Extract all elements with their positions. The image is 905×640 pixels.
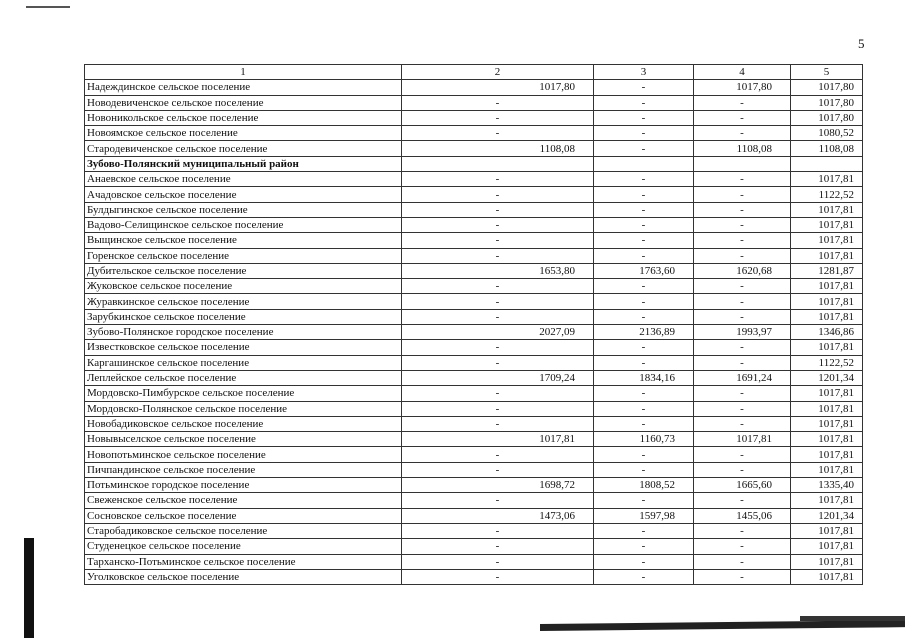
table-row <box>85 462 863 477</box>
cell-c3: - <box>594 172 694 187</box>
cell-c2: - <box>402 401 594 416</box>
cell-c5: 1017,81 <box>791 569 863 584</box>
table-row <box>85 279 863 294</box>
cell-c5: 1017,81 <box>791 279 863 294</box>
table-row <box>85 95 863 110</box>
cell-c4: - <box>694 462 791 477</box>
cell-c5: 1201,34 <box>791 370 863 385</box>
cell-c3: - <box>594 340 694 355</box>
cell-c5: 1017,81 <box>791 202 863 217</box>
cell-c3: - <box>594 233 694 248</box>
cell-c3: - <box>594 416 694 431</box>
cell-c3: 1834,16 <box>594 370 694 385</box>
cell-c4: - <box>694 126 791 141</box>
table-row <box>85 309 863 324</box>
cell-c2: 1709,24 <box>402 370 594 385</box>
cell-c2: - <box>402 110 594 125</box>
cell-c4: - <box>694 386 791 401</box>
cell-c4: - <box>694 309 791 324</box>
table-row <box>85 80 863 95</box>
cell-c5: 1017,81 <box>791 432 863 447</box>
cell-settlement-name: Потьминское городское поселение <box>85 478 402 493</box>
cell-c2 <box>402 156 594 171</box>
cell-c4: - <box>694 340 791 355</box>
cell-c4: - <box>694 539 791 554</box>
scan-artifact-bottom-bar <box>540 620 905 631</box>
cell-settlement-name: Леплейское сельское поселение <box>85 370 402 385</box>
cell-c4: 1620,68 <box>694 263 791 278</box>
cell-c2: - <box>402 95 594 110</box>
cell-c4: - <box>694 355 791 370</box>
cell-c4: - <box>694 248 791 263</box>
cell-settlement-name: Уголковское сельское поселение <box>85 569 402 584</box>
district-header-row <box>85 156 863 171</box>
cell-c3: - <box>594 569 694 584</box>
cell-settlement-name: Каргашинское сельское поселение <box>85 355 402 370</box>
cell-c2: - <box>402 187 594 202</box>
table-row <box>85 401 863 416</box>
table-row <box>85 202 863 217</box>
cell-c4: - <box>694 554 791 569</box>
cell-c5: 1017,81 <box>791 233 863 248</box>
cell-c4: - <box>694 493 791 508</box>
cell-c5: 1017,80 <box>791 95 863 110</box>
cell-c2: 1698,72 <box>402 478 594 493</box>
scan-artifact-bottom-bar-2 <box>800 616 905 621</box>
cell-c4: - <box>694 294 791 309</box>
cell-c3 <box>594 156 694 171</box>
table-row <box>85 294 863 309</box>
cell-c4: 1691,24 <box>694 370 791 385</box>
cell-c3: - <box>594 80 694 95</box>
data-table <box>84 64 863 585</box>
cell-c3: - <box>594 539 694 554</box>
cell-c2: - <box>402 340 594 355</box>
cell-c2: 1473,06 <box>402 508 594 523</box>
table-header-row <box>85 65 863 80</box>
table-row <box>85 539 863 554</box>
cell-c3: - <box>594 95 694 110</box>
cell-c3: 2136,89 <box>594 325 694 340</box>
table-row <box>85 493 863 508</box>
cell-c5: 1335,40 <box>791 478 863 493</box>
cell-settlement-name: Стародевиченское сельское поселение <box>85 141 402 156</box>
header-cell-3: 3 <box>594 65 694 80</box>
cell-c4: 1665,60 <box>694 478 791 493</box>
cell-c5: 1017,81 <box>791 248 863 263</box>
cell-c4: - <box>694 187 791 202</box>
cell-c5: 1017,81 <box>791 172 863 187</box>
cell-c5: 1108,08 <box>791 141 863 156</box>
table-row <box>85 263 863 278</box>
cell-c2: - <box>402 233 594 248</box>
cell-c5: 1017,80 <box>791 110 863 125</box>
cell-c3: - <box>594 386 694 401</box>
cell-settlement-name: Ачадовское сельское поселение <box>85 187 402 202</box>
cell-c5: 1201,34 <box>791 508 863 523</box>
table-row <box>85 370 863 385</box>
cell-c3: - <box>594 126 694 141</box>
cell-settlement-name: Известковское сельское поселение <box>85 340 402 355</box>
cell-settlement-name: Журавкинское сельское поселение <box>85 294 402 309</box>
cell-c2: - <box>402 309 594 324</box>
cell-c2: - <box>402 294 594 309</box>
cell-c2: - <box>402 523 594 538</box>
cell-c3: - <box>594 554 694 569</box>
cell-c2: - <box>402 126 594 141</box>
table-row <box>85 325 863 340</box>
cell-c5: 1017,80 <box>791 80 863 95</box>
cell-settlement-name: Новоникольское сельское поселение <box>85 110 402 125</box>
cell-c5: 1017,81 <box>791 462 863 477</box>
table-row <box>85 569 863 584</box>
cell-c3: - <box>594 355 694 370</box>
cell-c5: 1017,81 <box>791 493 863 508</box>
table-row <box>85 508 863 523</box>
table-row <box>85 126 863 141</box>
cell-c2: - <box>402 493 594 508</box>
cell-settlement-name: Зубово-Полянский муниципальный район <box>85 156 402 171</box>
table-row <box>85 217 863 232</box>
cell-c4: - <box>694 217 791 232</box>
cell-settlement-name: Новоямское сельское поселение <box>85 126 402 141</box>
header-cell-5: 5 <box>791 65 863 80</box>
header-cell-4: 4 <box>694 65 791 80</box>
cell-c2: - <box>402 248 594 263</box>
cell-settlement-name: Мордовско-Пимбурское сельское поселение <box>85 386 402 401</box>
cell-c3: - <box>594 217 694 232</box>
cell-settlement-name: Старобадиковское сельское поселение <box>85 523 402 538</box>
table-row <box>85 432 863 447</box>
cell-c5: 1017,81 <box>791 554 863 569</box>
cell-c3: - <box>594 493 694 508</box>
cell-c3: - <box>594 447 694 462</box>
scan-artifact-left-bar <box>24 538 34 638</box>
cell-c5: 1080,52 <box>791 126 863 141</box>
cell-settlement-name: Анаевское сельское поселение <box>85 172 402 187</box>
cell-c2: - <box>402 569 594 584</box>
cell-settlement-name: Зарубкинское сельское поселение <box>85 309 402 324</box>
cell-c2: 1017,80 <box>402 80 594 95</box>
cell-c2: - <box>402 217 594 232</box>
cell-c3: - <box>594 141 694 156</box>
cell-c3: - <box>594 187 694 202</box>
cell-c4: 1017,80 <box>694 80 791 95</box>
table-row <box>85 248 863 263</box>
cell-c3: 1160,73 <box>594 432 694 447</box>
cell-c2: 1653,80 <box>402 263 594 278</box>
cell-c5: 1122,52 <box>791 187 863 202</box>
cell-c3: - <box>594 279 694 294</box>
cell-settlement-name: Новопотьминское сельское поселение <box>85 447 402 462</box>
table-row <box>85 172 863 187</box>
header-cell-1: 1 <box>85 65 402 80</box>
cell-c4: - <box>694 233 791 248</box>
cell-c5: 1017,81 <box>791 523 863 538</box>
table-row <box>85 523 863 538</box>
table-row <box>85 447 863 462</box>
scan-artifact-top-line <box>26 6 70 8</box>
cell-c2: - <box>402 355 594 370</box>
cell-c2: 1017,81 <box>402 432 594 447</box>
cell-settlement-name: Тарханско-Потьминское сельское поселение <box>85 554 402 569</box>
table-row <box>85 554 863 569</box>
cell-settlement-name: Надеждинское сельское поселение <box>85 80 402 95</box>
cell-c3: - <box>594 110 694 125</box>
cell-c5: 1017,81 <box>791 416 863 431</box>
table-row <box>85 340 863 355</box>
cell-c5: 1017,81 <box>791 401 863 416</box>
cell-c2: 2027,09 <box>402 325 594 340</box>
cell-c2: - <box>402 202 594 217</box>
cell-c5: 1346,86 <box>791 325 863 340</box>
cell-c2: - <box>402 279 594 294</box>
cell-c3: 1763,60 <box>594 263 694 278</box>
cell-c4: 1455,06 <box>694 508 791 523</box>
table-row <box>85 355 863 370</box>
cell-c2: - <box>402 172 594 187</box>
cell-c5: 1122,52 <box>791 355 863 370</box>
cell-c5: 1017,81 <box>791 294 863 309</box>
cell-settlement-name: Новодевиченское сельское поселение <box>85 95 402 110</box>
cell-settlement-name: Мордовско-Полянское сельское поселение <box>85 401 402 416</box>
cell-c2: - <box>402 554 594 569</box>
cell-c4: - <box>694 202 791 217</box>
cell-c3: - <box>594 294 694 309</box>
cell-c4: - <box>694 279 791 294</box>
cell-settlement-name: Сосновское сельское поселение <box>85 508 402 523</box>
cell-settlement-name: Вадово-Селищинское сельское поселение <box>85 217 402 232</box>
cell-c2: 1108,08 <box>402 141 594 156</box>
cell-settlement-name: Булдыгинское сельское поселение <box>85 202 402 217</box>
table-body <box>85 65 863 585</box>
cell-c4: - <box>694 416 791 431</box>
cell-c2: - <box>402 539 594 554</box>
cell-c3: 1808,52 <box>594 478 694 493</box>
page-number: 5 <box>858 36 865 51</box>
cell-c3: - <box>594 309 694 324</box>
cell-settlement-name: Новывыселское сельское поселение <box>85 432 402 447</box>
header-cell-2: 2 <box>402 65 594 80</box>
cell-c5 <box>791 156 863 171</box>
cell-c3: - <box>594 202 694 217</box>
cell-c4: 1993,97 <box>694 325 791 340</box>
cell-c5: 1017,81 <box>791 386 863 401</box>
cell-c5: 1281,87 <box>791 263 863 278</box>
table-row <box>85 187 863 202</box>
cell-settlement-name: Жуковское сельское поселение <box>85 279 402 294</box>
cell-c4: 1017,81 <box>694 432 791 447</box>
cell-settlement-name: Новобадиковское сельское поселение <box>85 416 402 431</box>
cell-c2: - <box>402 447 594 462</box>
table-row <box>85 386 863 401</box>
cell-settlement-name: Выщинское сельское поселение <box>85 233 402 248</box>
cell-c4 <box>694 156 791 171</box>
cell-c4: - <box>694 569 791 584</box>
cell-c5: 1017,81 <box>791 447 863 462</box>
table-row <box>85 110 863 125</box>
table-row <box>85 141 863 156</box>
cell-c3: - <box>594 462 694 477</box>
cell-c3: - <box>594 523 694 538</box>
cell-c2: - <box>402 416 594 431</box>
cell-c2: - <box>402 462 594 477</box>
cell-settlement-name: Свеженское сельское поселение <box>85 493 402 508</box>
cell-c5: 1017,81 <box>791 340 863 355</box>
cell-settlement-name: Пичпандинское сельское поселение <box>85 462 402 477</box>
cell-c4: - <box>694 110 791 125</box>
cell-settlement-name: Горенское сельское поселение <box>85 248 402 263</box>
cell-c4: - <box>694 172 791 187</box>
cell-c2: - <box>402 386 594 401</box>
cell-c4: - <box>694 95 791 110</box>
cell-c5: 1017,81 <box>791 309 863 324</box>
cell-c4: - <box>694 523 791 538</box>
table-row <box>85 233 863 248</box>
cell-c3: - <box>594 401 694 416</box>
cell-c5: 1017,81 <box>791 217 863 232</box>
cell-c4: - <box>694 401 791 416</box>
cell-c5: 1017,81 <box>791 539 863 554</box>
table-row <box>85 478 863 493</box>
table-row <box>85 416 863 431</box>
cell-c3: - <box>594 248 694 263</box>
cell-c4: 1108,08 <box>694 141 791 156</box>
cell-settlement-name: Дубительское сельское поселение <box>85 263 402 278</box>
cell-settlement-name: Зубово-Полянское городское поселение <box>85 325 402 340</box>
cell-c4: - <box>694 447 791 462</box>
cell-settlement-name: Студенецкое сельское поселение <box>85 539 402 554</box>
cell-c3: 1597,98 <box>594 508 694 523</box>
